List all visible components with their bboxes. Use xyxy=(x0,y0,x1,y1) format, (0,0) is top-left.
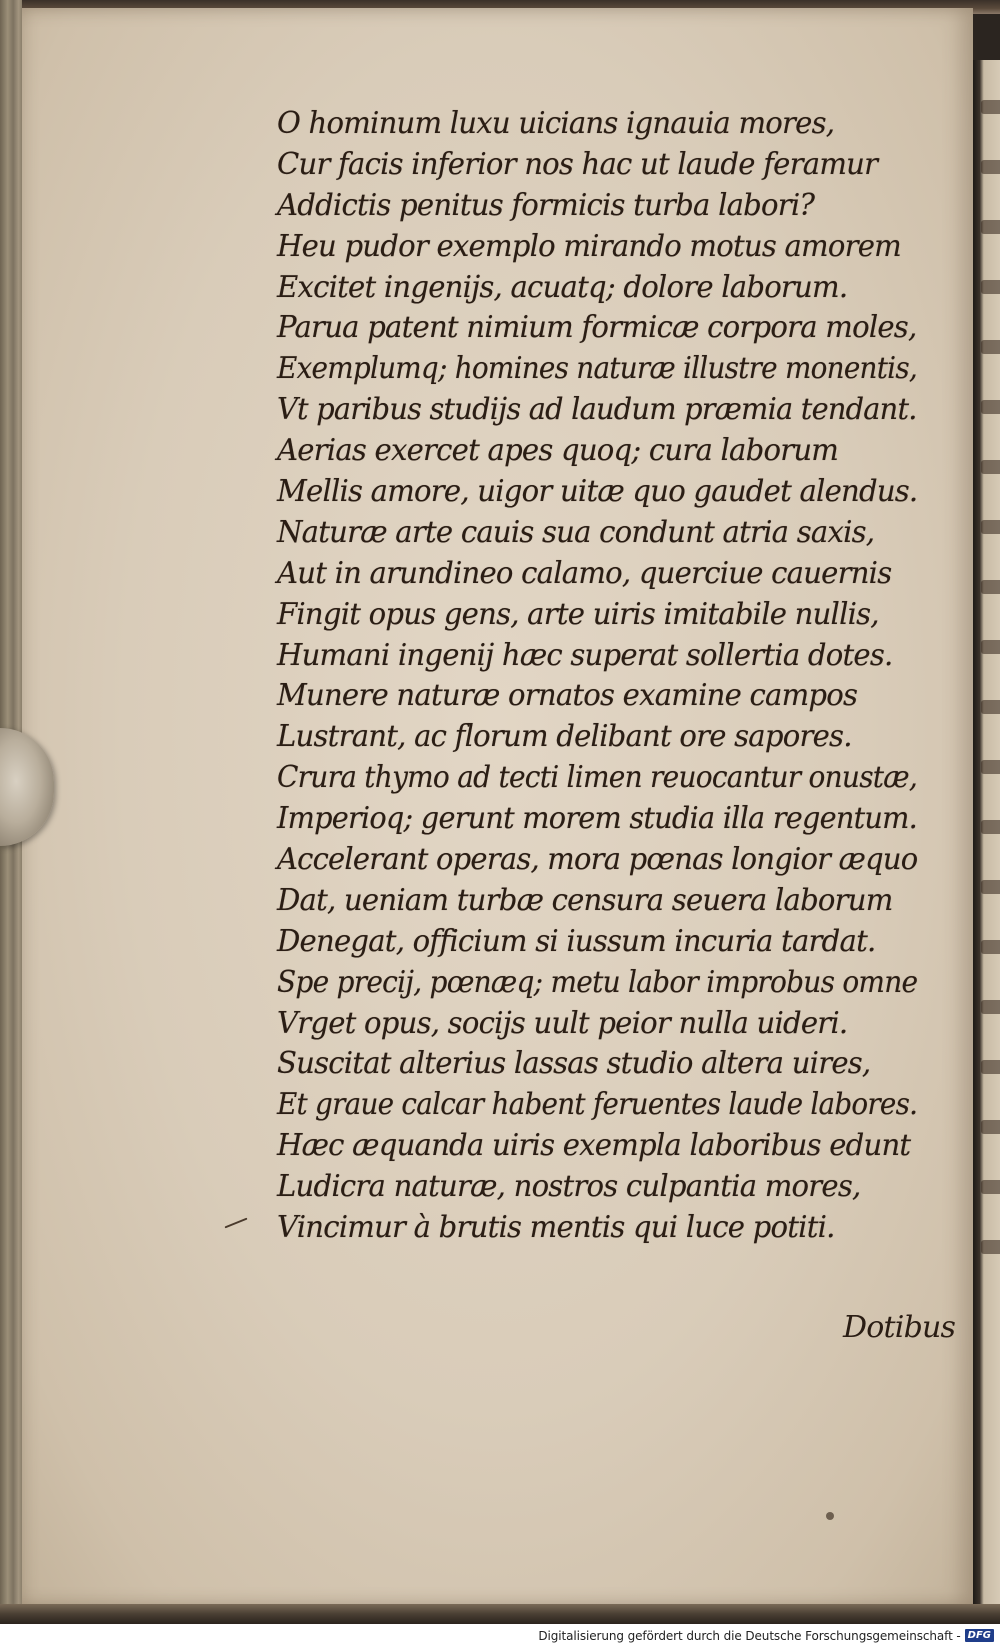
verse-line: Crura thymo ad tecti limen reuocantur onustæ, xyxy=(277,760,918,796)
adjacent-text-fragment xyxy=(981,520,1000,534)
verse-line: Suscitat alterius lassas studio altera uires, xyxy=(277,1046,871,1082)
verse-line: Mellis amore, uigor uitæ quo gaudet alendus. xyxy=(277,474,918,510)
adjacent-text-fragment xyxy=(981,700,1000,714)
verse-line: Excitet ingenijs, acuatq; dolore laborum. xyxy=(277,269,848,305)
adjacent-text-fragment xyxy=(981,400,1000,414)
adjacent-text-fragment xyxy=(981,100,1000,114)
adjacent-text-fragment xyxy=(981,1000,1000,1014)
verse-line: Et graue calcar habent feruentes laude labores. xyxy=(277,1087,918,1123)
verse-line: Aut in arundineo calamo, querciue cauernis xyxy=(277,555,892,591)
verse-line: Naturæ arte cauis sua condunt atria saxis, xyxy=(277,514,875,550)
catchword: Dotibus xyxy=(843,1310,956,1345)
adjacent-text-fragment xyxy=(981,280,1000,294)
verse-line: Imperioq; gerunt morem studia illa regentum. xyxy=(277,801,917,837)
verse-line: Aerias exercet apes quoq; cura laborum xyxy=(277,433,839,469)
paper-speck xyxy=(826,1512,834,1520)
adjacent-page-strip xyxy=(973,60,1000,1620)
verse-line: Cur facis inferior nos hac ut laude feramur xyxy=(277,146,878,182)
adjacent-text-fragment xyxy=(981,1240,1000,1254)
digitization-credit-bar xyxy=(0,1624,1000,1647)
adjacent-text-fragment xyxy=(981,160,1000,174)
adjacent-text-fragment xyxy=(981,220,1000,234)
adjacent-text-fragment xyxy=(981,820,1000,834)
adjacent-text-fragment xyxy=(981,760,1000,774)
verse-line: Lustrant, ac florum delibant ore sapores. xyxy=(277,719,852,755)
verse-line: O hominum luxu uicians ignauia mores, xyxy=(277,106,835,141)
verse-line: Humani ingenij hæc superat sollertia dotes. xyxy=(277,637,893,673)
verse-text-block xyxy=(277,104,937,1249)
verse-line: Parua patent nimium formicæ corpora moles, xyxy=(277,310,917,346)
verse-line: Vt paribus studijs ad laudum præmia tendant. xyxy=(277,392,917,428)
verse-line: Dat, ueniam turbæ censura seuera laborum xyxy=(277,882,893,918)
verse-line: Hæc æquanda uiris exempla laboribus edunt xyxy=(277,1128,911,1164)
adjacent-text-fragment xyxy=(981,580,1000,594)
verse-line: Munere naturæ ornatos examine campos xyxy=(277,678,858,714)
adjacent-text-fragment xyxy=(981,1180,1000,1194)
adjacent-text-fragment xyxy=(981,880,1000,894)
verse-line: Vincimur à brutis mentis qui luce potiti. xyxy=(277,1210,835,1246)
adjacent-text-fragment xyxy=(981,640,1000,654)
verse-line: Addictis penitus formicis turba labori? xyxy=(277,187,815,223)
adjacent-text-fragment xyxy=(981,460,1000,474)
funding-credit-text: Digitalisierung gefördert durch die Deutsche Forschungsgemeinschaft - xyxy=(538,1628,961,1643)
dfg-logo: DFG xyxy=(965,1629,994,1642)
adjacent-text-fragment xyxy=(981,1060,1000,1074)
verse-line: Vrget opus, socijs uult peior nulla uideri. xyxy=(277,1005,848,1041)
adjacent-text-fragment xyxy=(981,940,1000,954)
verse-line: Accelerant operas, mora pœnas longior æquo xyxy=(277,842,918,878)
verse-line: Exemplumq; homines naturæ illustre monentis, xyxy=(277,351,917,387)
adjacent-text-fragment xyxy=(981,1120,1000,1134)
verse-line: Spe precij, pœnæq; metu labor improbus omne xyxy=(277,964,918,1000)
verse-line: Denegat, officium si iussum incuria tardat. xyxy=(277,923,876,959)
adjacent-text-fragment xyxy=(981,340,1000,354)
verse-line: Ludicra naturæ, nostros culpantia mores, xyxy=(277,1169,861,1205)
verse-line: Fingit opus gens, arte uiris imitabile nullis, xyxy=(277,596,879,632)
verse-line: Heu pudor exemplo mirando motus amorem xyxy=(277,228,901,264)
bottom-board-edge xyxy=(0,1604,1000,1624)
